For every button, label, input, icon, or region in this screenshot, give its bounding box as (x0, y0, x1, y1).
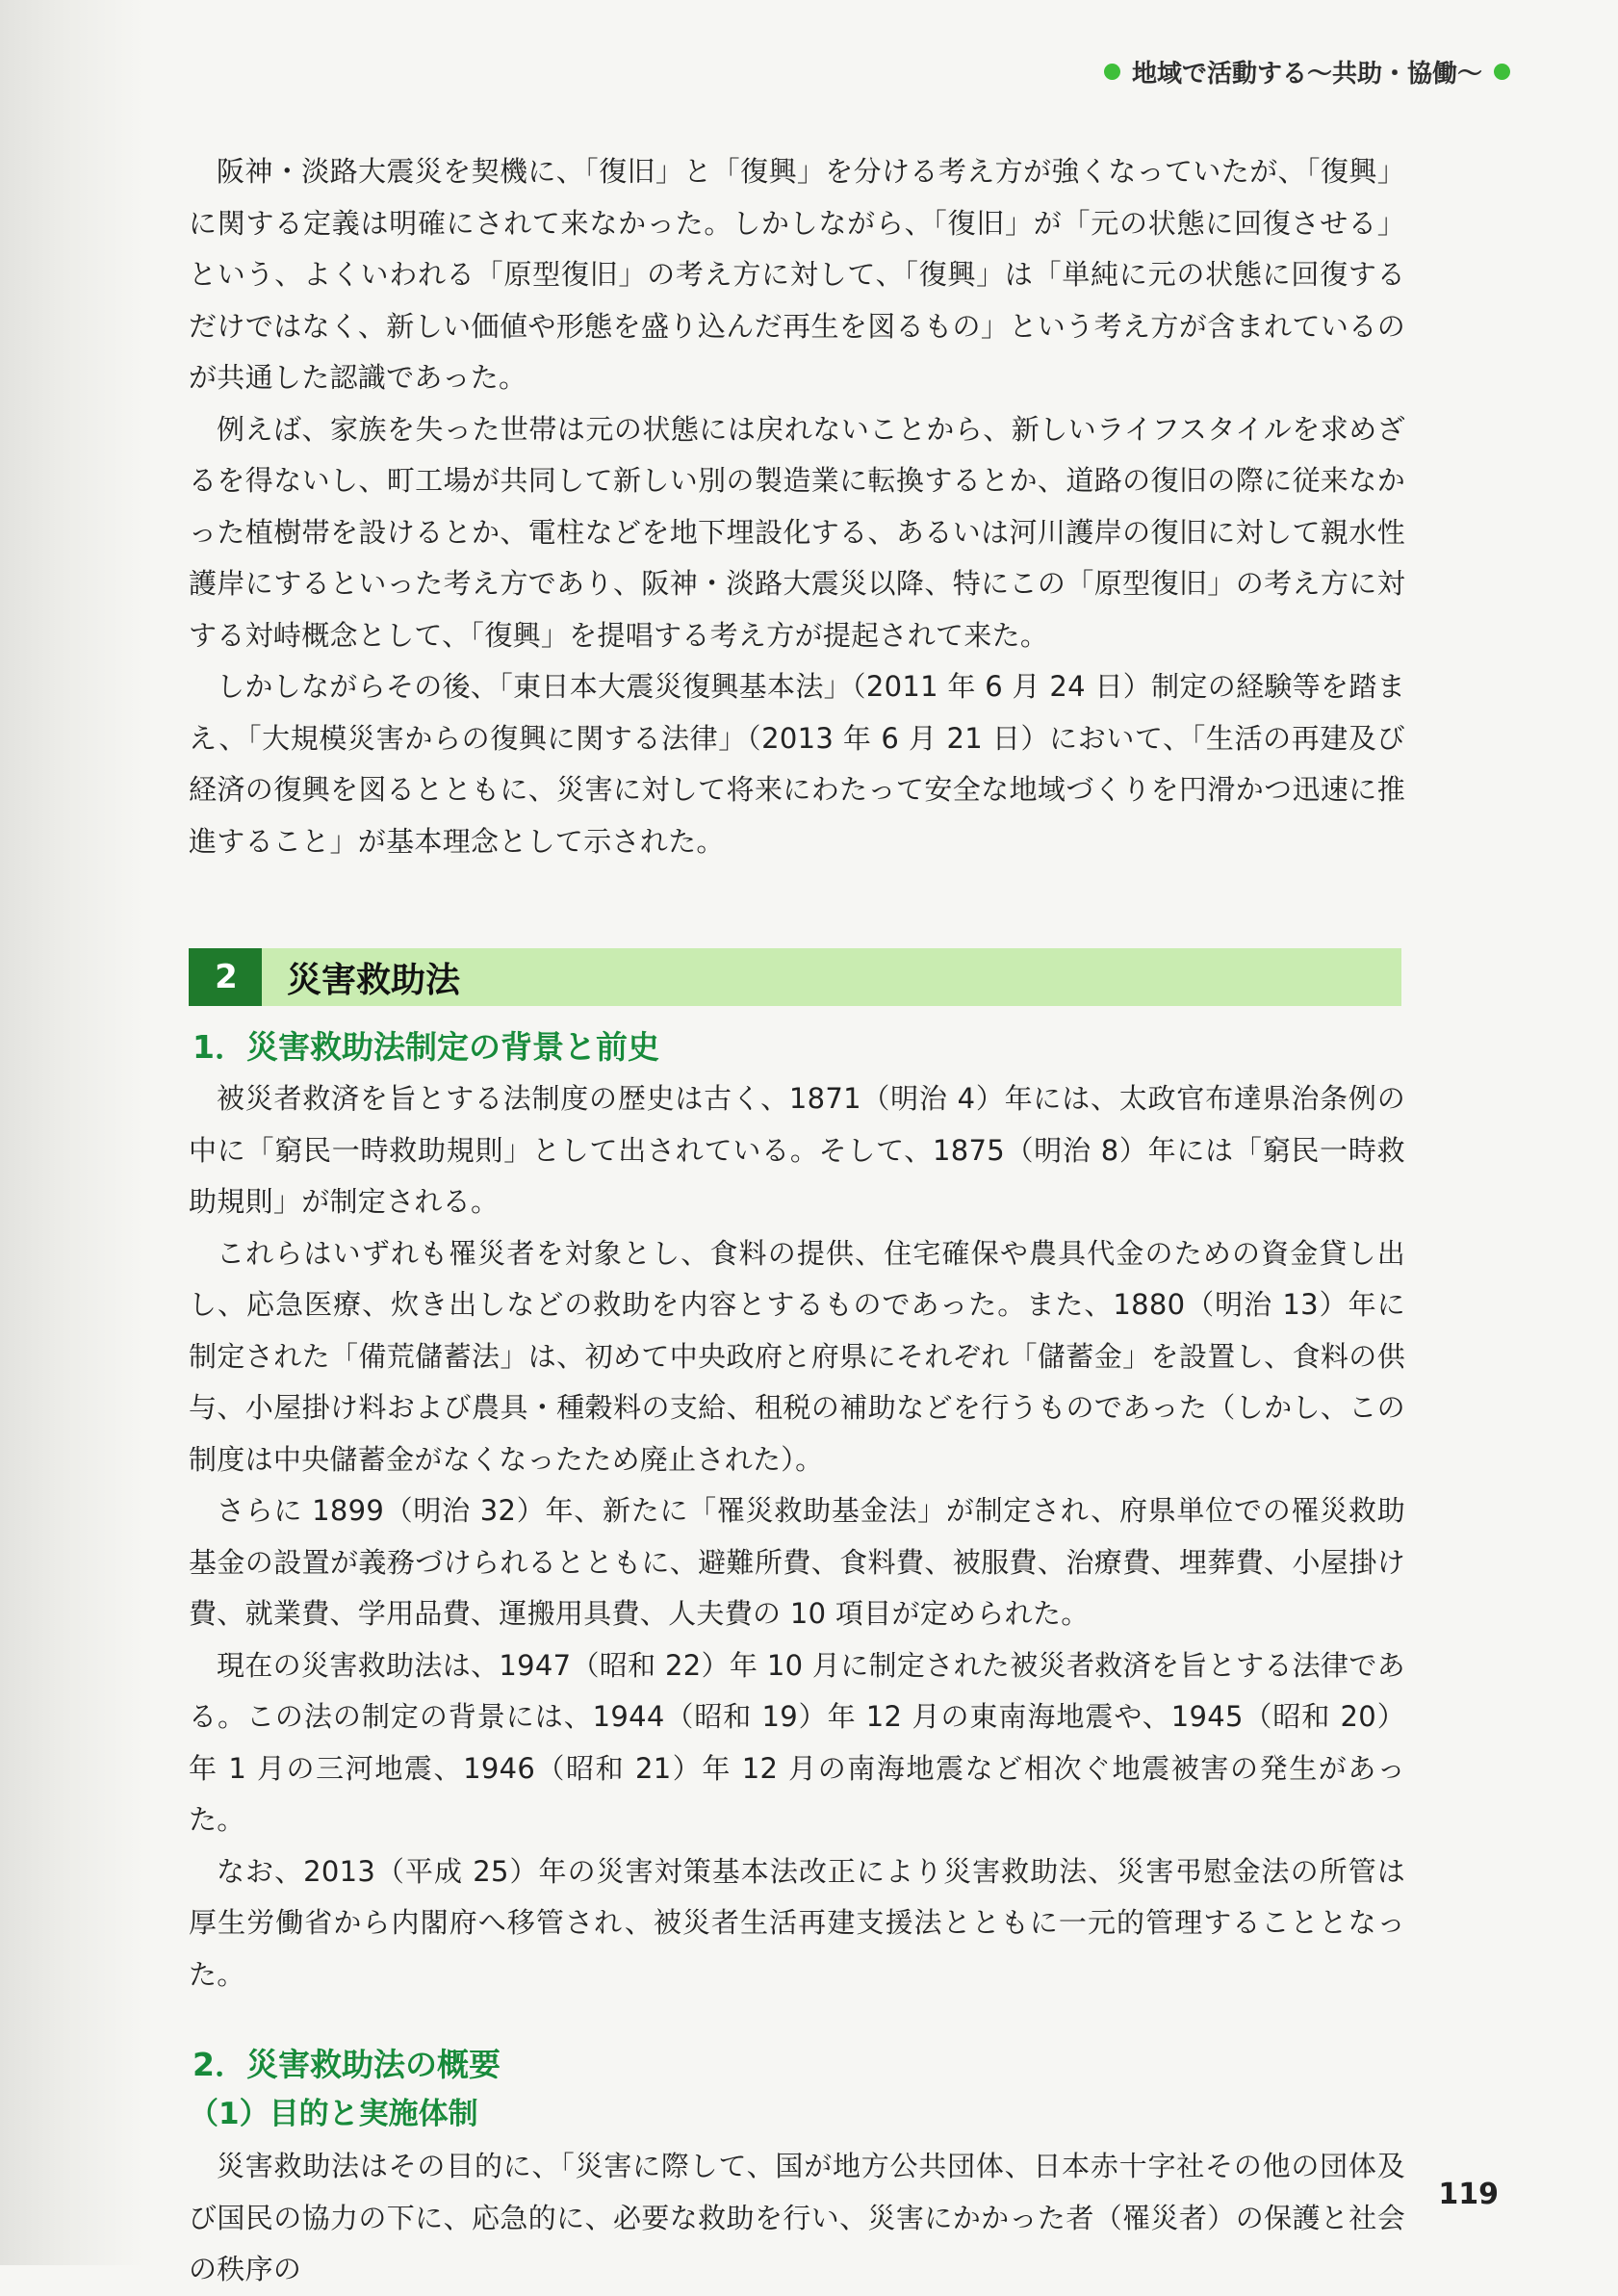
running-header-title: 地域で活動する〜共助・協働〜 (1131, 60, 1482, 89)
section-heading-bar (189, 948, 1401, 1006)
body-paragraph: さらに 1899（明治 32）年、新たに「罹災救助基金法」が制定され、府県単位での罹災救助基金の設置が義務づけられるとともに、避難所費、食料費、被服費、治療費、埋葬費、小屋掛け費、就業費、学用品費、運搬用具費、人夫費の 10 項目が定められた。 (189, 1494, 1405, 1630)
subsection-heading: 1．災害救助法制定の背景と前史 (193, 1028, 659, 1066)
subsection-heading: 2．災害救助法の概要 (193, 2046, 501, 2083)
body-paragraph: これらはいずれも罹災者を対象とし、食料の提供、住宅確保や農具代金のための資金貸し出し、応急医療、炊き出しなどの救助を内容とするものであった。また、1880（明治 13）年に制定された「備荒儲蓄法」は、初めて中央政府と府県にそれぞれ「儲蓄金」を設置し、食料の供与、小屋掛け料および農具・種穀料の支給、租税の補助などを行うものであった（しかし、この制度は中央儲蓄金がなくなったため廃止された）。 (189, 1236, 1405, 1476)
page-body (189, 146, 1405, 2296)
intro-paragraph: 例えば、家族を失った世帯は元の状態には戻れないことから、新しいライフスタイルを求めざるを得ないし、町工場が共同して新しい別の製造業に転換するとか、道路の復旧の際に従来なかった植樹帯を設けるとか、電柱などを地下埋設化する、あるいは河川護岸の復旧に対して親水性護岸にするといった考え方であり、阪神・淡路大震災以降、特にこの「原型復旧」の考え方に対する対峙概念として、「復興」を提唱する考え方が提起されて来た。 (189, 412, 1405, 652)
page-edge-shadow (0, 0, 144, 2265)
running-header (1104, 54, 1510, 90)
intro-paragraph: しかしながらその後、「東日本大震災復興基本法」（2011 年 6 月 24 日）制定の経験等を踏まえ、「大規模災害からの復興に関する法律」（2013 年 6 月 21 日）において、「生活の再建及び経済の復興を図るとともに、災害に対して将来にわたって安全な地域づくりを円滑かつ迅速に推進すること」が基本理念として示された。 (189, 670, 1405, 858)
body-paragraph: 現在の災害救助法は、1947（昭和 22）年 10 月に制定された被災者救済を旨とする法律である。この法の制定の背景には、1944（昭和 19）年 12 月の東南海地震や、1945（昭和 20）年 1 月の三河地震、1946（昭和 21）年 12 月の南海地震など相次ぐ地震被害の発生があった。 (189, 1648, 1405, 1836)
page-number: 119 (1438, 2178, 1499, 2211)
intro-paragraph: 阪神・淡路大震災を契機に、「復旧」と「復興」を分ける考え方が強くなっていたが、「復興」に関する定義は明確にされて来なかった。しかしながら、「復旧」が「元の状態に回復させる」という、よくいわれる「原型復旧」の考え方に対して、「復興」は「単純に元の状態に回復するだけではなく、新しい価値や形態を盛り込んだ再生を図るもの」という考え方が含まれているのが共通した認識であった。 (189, 155, 1405, 394)
section-number: 2 (191, 948, 262, 1006)
body-paragraph: なお、2013（平成 25）年の災害対策基本法改正により災害救助法、災害弔慰金法の所管は厚生労働省から内閣府へ移管され、被災者生活再建支援法とともに一元的管理することとなった。 (189, 1854, 1405, 1991)
green-dot-icon (1104, 64, 1120, 80)
sub-subsection-heading: （1）目的と実施体制 (189, 2097, 478, 2131)
section-title: 災害救助法 (287, 960, 461, 1000)
green-dot-icon (1494, 64, 1510, 80)
body-paragraph: 災害救助法はその目的に、「災害に際して、国が地方公共団体、日本赤十字社その他の団体及び国民の協力の下に、応急的に、必要な救助を行い、災害にかかった者（罹災者）の保護と社会の秩序の (189, 2150, 1405, 2285)
body-paragraph: 被災者救済を旨とする法制度の歴史は古く、1871（明治 4）年には、太政官布達県治条例の中に「窮民一時救助規則」として出されている。そして、1875（明治 8）年には「窮民一時救助規則」が制定される。 (189, 1082, 1405, 1218)
